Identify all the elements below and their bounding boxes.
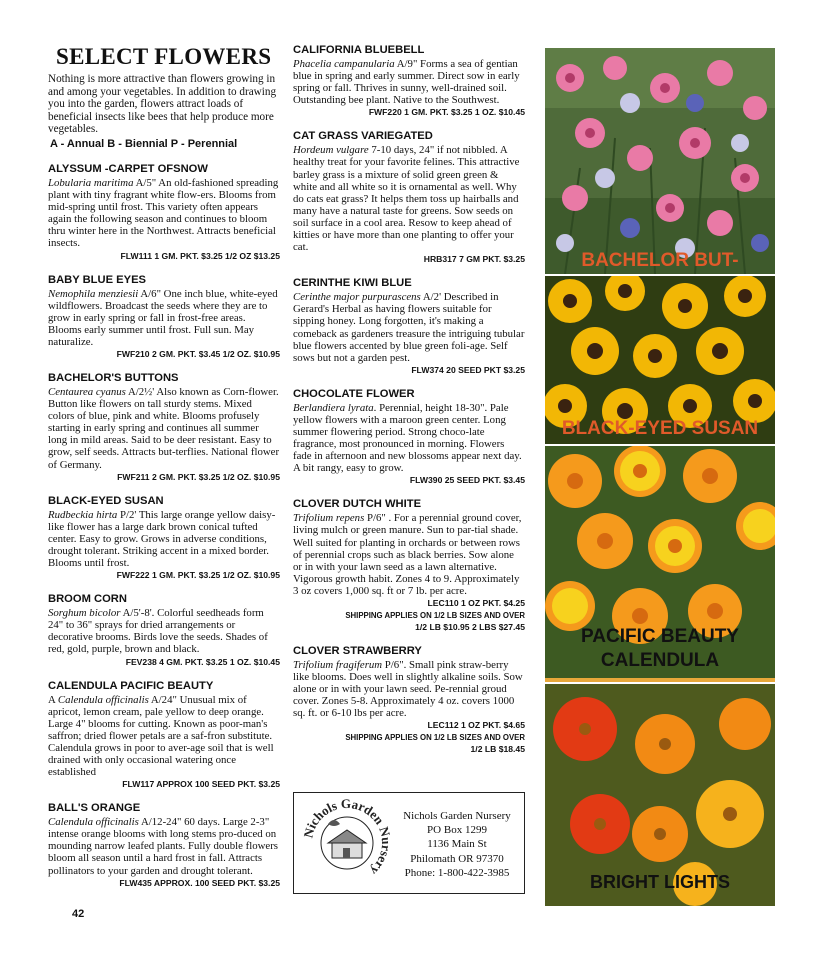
photo-pacific-beauty-calendula [545,446,775,682]
nursery-street: 1136 Main St [427,838,487,851]
entry-description-text: A/24" Unusual mix of apricot, lemon cream, pale yellow to deep orange. Large 4" blooms for cutting. Known as poor-man's saffron; dried flower petals are a saf-fron substitute. Calendula grows in poor to aver-age soil that is well drained with only occasional watering once established [48,693,274,779]
entry-description [48,816,280,876]
photo-bright-lights [545,684,775,906]
photo-caption-pacific-beauty: PACIFIC BEAUTY [581,626,739,647]
entry-description [293,291,525,364]
catalog-entry [293,388,525,487]
photo-caption-bright-lights: BRIGHT LIGHTS [590,872,730,892]
catalog-entry [48,802,280,888]
entry-description-text: P/6" . For a perennial ground cover, living mulch or green manure. Sun to par-tial shade. Well suited for planting in orchards or between rows of perennial crops such as black berries. Sow alone or in with your lawn seed as a lawn alternative. Vigorous growth habit. Zones 4 to 9. Approximately 3 oz covers 1,000 sq. ft or 7 lb. per acre. [293,512,522,597]
entry-latin-name: Hordeum vulgare [293,144,369,157]
page-number: 42 [72,908,85,920]
entry-description [48,694,280,779]
entry-sku-price: FWF220 1 GM. PKT. $3.25 1 OZ. $10.45 [368,107,525,118]
photo-strip [545,48,775,906]
entry-sku-price: HRB317 7 GM PKT. $3.25 [423,254,525,265]
entry-description-text: A/2' Described in Gerard's Herbal as having flowers suitable for sipping honey. Long forgotten, it's making a comeback as gardeners treasure the intriguing tubular blue flowers accented by blue green foli-age. Self sows but not a garden pest. [293,291,525,364]
entry-sku-price: FLW390 25 SEED PKT. $3.45 [409,475,525,486]
nursery-po-box: PO Box 1299 [427,824,487,837]
photo-caption-bachelors-buttons: BACHELOR BUT- [581,250,739,271]
nursery-city: Philomath OR 97370 [410,852,504,865]
entry-description [48,386,280,471]
entry-name: BACHELOR'S BUTTONS [48,372,179,384]
catalog-entry [48,372,280,483]
catalog-entry [293,44,525,118]
entry-shipping-note: SHIPPING APPLIES ON 1/2 LB SIZES AND OVER [345,611,525,620]
entry-sku-price: FLW117 APPROX 100 SEED PKT. $3.25 [122,779,280,790]
bachelors-buttons-image [545,48,775,274]
entry-description-text: 7-10 days, 24" if not nibbled. A healthy treat for your favorite felines. This attractive barley grass is a mixture of solid green green & white and all white so it is ornamental as well. Why do cats eat grass? It helps them toss up hairballs and many have a natural taste for greens. Sow seeds on soil surface in a cool area. Resow to keep ahead of kitties or have more than one planting to offer your cat. [293,144,520,254]
entry-sku-price: FWF222 1 GM. PKT. $3.25 1/2 OZ. $10.95 [116,570,280,581]
entry-name: CLOVER DUTCH WHITE [293,498,422,511]
entry-description-text: P/6". Small pink straw-berry like blooms. Does well in slightly alkaline soils. Sow alone or in with your lawn seed. Pe-rennial groud cover. Zones 5-8. Approximately 4 oz. covers 1000 sq. ft. or 6-10 lbs per acre. [293,659,523,720]
entry-description [293,144,525,253]
entry-latin-name: Trifolium repens [293,512,365,525]
entry-sku-price: FEV238 4 GM. PKT. $3.25 1 OZ. $10.45 [125,656,280,667]
entry-name: BALL'S ORANGE [48,802,141,815]
entry-latin-name: Cerinthe major purpurascens [293,291,421,304]
logo-lettering: Nichols Garden Nursery [300,795,395,879]
photo-black-eyed-susan [545,276,775,444]
entry-name: CHOCOLATE FLOWER [293,387,415,400]
entry-bulk-price: 1/2 LB $18.45 [470,744,525,755]
entry-description [48,177,280,250]
entry-description [48,509,280,569]
entry-description-text: A/5" An old-fashioned spreading plant with tiny fragrant white flow-ers. Blooms from mid-spring until frost. This variety often appears again the following season and continues to bloom thru winter here in the Northwest. Attracts beneficial insects. [48,176,279,250]
entry-sku-price: FLW111 1 GM. PKT. $3.25 1/2 OZ $13.25 [120,250,280,261]
catalog-entry [293,645,525,755]
catalog-entry [48,680,280,791]
right-column [293,44,525,755]
entry-description-text: A/9" Forms a sea of gentian blue in spring and early summer. Direct sow in early spring or fall. Thrives in sunny, well-drained soil. Outstanding bee plant. Native to the Southwest. [293,58,520,107]
catalog-entry [48,274,280,360]
entry-name: CALENDULA PACIFIC BEAUTY [48,679,214,692]
catalog-entry [293,498,525,633]
entry-latin-name: Calendula officinalis [57,693,149,706]
entry-description [293,402,525,475]
entry-name: CALIFORNIA BLUEBELL [293,44,425,56]
entry-description-prefix: A [48,693,58,706]
nursery-name: Nichols Garden Nursery [403,810,511,822]
entry-description-text: A/12-24" 60 days. Large 2-3" intense orange blooms with long stems pro-duced on mounding narrow leafed plants. Fully double flowers bloom all season until a hard frost in fall. Attracts pollinators to your garden and drought tolerant. [48,816,278,877]
entry-sku-price: LEC112 1 OZ PKT. $4.65 [427,720,525,731]
catalog-entry [48,495,280,581]
entry-description [293,512,525,597]
entry-description-text: A/5'-8'. Colorful seedheads form 24" to 36" sprays for dried arrangements or decorative brooms. Birds love the seeds. Shades of red, gold, purple, brown and black. [48,607,268,656]
entry-description [293,58,525,106]
entry-latin-name: Nemophila menziesii [48,287,139,300]
entry-name: BROOM CORN [48,593,127,606]
catalog-entry [48,593,280,667]
nichols-garden-nursery-logo [298,794,396,892]
left-entry-list [48,163,280,889]
plant-type-legend: A - Annual B - Biennial P - Perennial [50,137,238,150]
photo-caption-calendula: CALENDULA [600,650,720,671]
nursery-address [392,809,522,880]
entry-sku-price: FLW435 APPROX. 100 SEED PKT. $3.25 [119,877,280,888]
catalog-entry [48,163,280,262]
nursery-contact-box [293,792,525,894]
entry-name: BLACK-EYED SUSAN [48,494,164,507]
entry-latin-name: Trifolium fragiferum [293,659,383,671]
entry-name: CERINTHE KIWI BLUE [293,277,412,290]
entry-latin-name: Centaurea cyanus [48,386,126,398]
catalog-entry [293,130,525,265]
entry-description [48,607,280,655]
entry-description [48,288,280,348]
photo-caption-black-eyed-susan: BLACK-EYED SUSAN [561,418,759,439]
catalog-entry [293,277,525,376]
entry-sku-price: FLW374 20 SEED PKT $3.25 [411,364,525,375]
nursery-phone: Phone: 1-800-422-3985 [404,866,510,879]
entry-sku-price: LEC110 1 OZ PKT. $4.25 [427,598,525,608]
entry-bulk-price: 1/2 LB $10.95 2 LBS $27.45 [415,622,525,632]
entry-name: CAT GRASS VARIEGATED [293,130,433,143]
entry-description-text: . Perennial, height 18-30". Pale yellow flowers with a maroon green center. Long summer flowering period. Strong choco-late fragrance, most pronounced in morning. Flowers fade in afternoon and new blossoms appear next day. A bit rangy, easy to grow. [293,401,522,475]
page-title: SELECT FLOWERS [56,44,272,69]
entry-latin-name: Lobularia maritima [48,176,134,189]
entry-latin-name: Berlandiera lyrata [293,401,374,414]
entry-description-text: A/2½' Also known as Corn-flower. Button like flowers on tall sturdy stems. Mixed colors of blue, pink and white. Blooms profusely starting in early spring and continues all summer long in mild areas. Said to be deer resistant. Easy to grow, self seeds. Attracts but-terflies. National flower of Germany. [48,386,280,471]
entry-sku-price: FWF211 2 GM. PKT. $3.25 1/2 OZ. $10.95 [117,471,280,482]
entry-latin-name: Phacelia campanularia [293,58,395,70]
intro-paragraph: Nothing is more attractive than flowers growing in and among your vegetables. In addition to drawing you into the garden, flowers attract loads of beneficial insects like bees that help produce more vegetables. [48,73,277,136]
left-column [48,44,280,889]
entry-name: BABY BLUE EYES [48,273,147,286]
right-entry-list [293,44,525,755]
photo-bachelors-buttons [545,48,775,274]
entry-description-text: A/6" One inch blue, white-eyed wildflowers. Broadcast the seeds where they are to grow in early spring or fall in frost-free areas. Blooms early summer until frost. Full sun. May naturalize. [48,287,278,348]
entry-name: ALYSSUM -CARPET OFSNOW [48,162,208,175]
entry-sku-price: FWF210 2 GM. PKT. $3.45 1/2 OZ. $10.95 [116,349,280,359]
entry-description-text: P/2' This large orange yellow daisy-like flower has a large dark brown conical tufted center. Easy to grow. Grows in adverse conditions, drought tolerant. Striking accent in a mixed border. Blooms until frost. [48,508,276,570]
entry-shipping-note: SHIPPING APPLIES ON 1/2 LB SIZES AND OVER [345,733,525,743]
entry-name: CLOVER STRAWBERRY [293,645,422,657]
entry-latin-name: Calendula officinalis [48,816,139,829]
entry-description [293,659,525,719]
entry-latin-name: Sorghum bicolor [48,607,121,620]
entry-latin-name: Rudbeckia hirta [48,508,118,521]
